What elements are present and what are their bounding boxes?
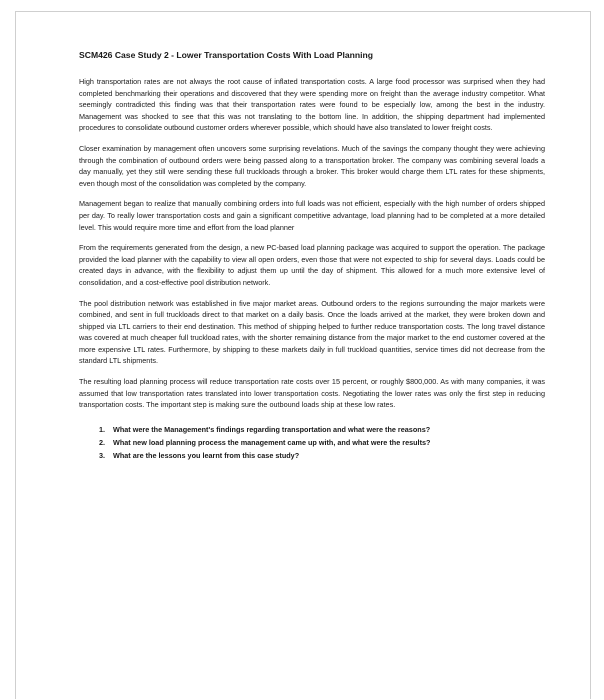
paragraph-6: The resulting load planning process will reduce transportation rate costs over 15 percent, or roughly $800,000. As with many companies, it was assumed that low transportation rates translated into lower transportation costs. Negotiating the lower rates was only the first step in reducing transportation costs. The important step is making sure the outbound loads ship at these low rates. [79,377,545,410]
question-item [99,449,545,462]
question-number: 1. [99,424,106,434]
question-text: What are the lessons you learnt from this case study? [113,450,300,460]
document-title: SCM426 Case Study 2 - Lower Transportation Costs With Load Planning [79,50,374,60]
paragraph-1: High transportation rates are not always the root cause of inflated transportation costs. A large food processor was surprised when they had completed benchmarking their operations and discovered that they were spending more on freight than the average industry competitor. What seemingly contradicted this finding was that their transportation rates were found to be especially low, among the best in the industry. Management was shocked to see that this was not translating to the bottom line. In addition, the shipping department had implemented procedures to consolidate outbound customer orders wherever possible, which should have also translated to lower freight costs. [79,77,545,133]
paragraph-3: Management began to realize that manually combining orders into full loads was not efficient, especially with the high number of orders shipped per day. To really lower transportation costs and gain a significant competitive advantage, load planning had to be completed at a more detailed level. This would require more time and effort from the load planner [79,199,545,232]
document-page [15,11,591,699]
paragraph-4: From the requirements generated from the design, a new PC-based load planning package was acquired to support the operation. The package provided the load planner with the capability to view all open orders, even those that were not expected to ship for several days. Loads could be created days in advance, with the flexibility to adjust them up until the day of shipment. This allowed for a much more extensive level of consolidation, and a cost-effective pool distribution network. [79,243,545,287]
question-number: 3. [99,450,106,460]
question-number: 2. [99,437,106,447]
question-item [99,436,545,449]
question-text: What were the Management's findings regarding transportation and what were the reasons? [113,424,431,434]
document-content [79,49,545,462]
paragraph-2: Closer examination by management often uncovers some surprising revelations. Much of the savings the company thought they were achieving through the combination of outbound orders were being passed along to a transportation broker. The company was combining several loads a day manually, yet they still were sending these full truckloads through a broker. This broker would charge them LTL rates for these shipments, even though most of the consolidation was completed by the company. [79,143,545,188]
question-list [79,423,545,462]
paragraph-5: The pool distribution network was established in five major market areas. Outbound orders to the regions surrounding the major markets were combined, and sent in full truckloads direct to that market on a daily basis. Once the loads arrived at the market, they were broken down and shipped via LTL carriers to their end destination. This method of shipping helped to further reduce transportation costs. The long travel distance was covered at much cheaper full truckload rates, with the shorter remaining distance from the major market to the end customer covered at the more expensive LTL rates. Furthermore, by shipping to these markets daily in full truckload quantities, service times did not decrease from the standard LTL shipments. [79,298,545,366]
question-text: What new load planning process the management came up with, and what were the results? [113,437,431,447]
question-item [99,423,545,436]
